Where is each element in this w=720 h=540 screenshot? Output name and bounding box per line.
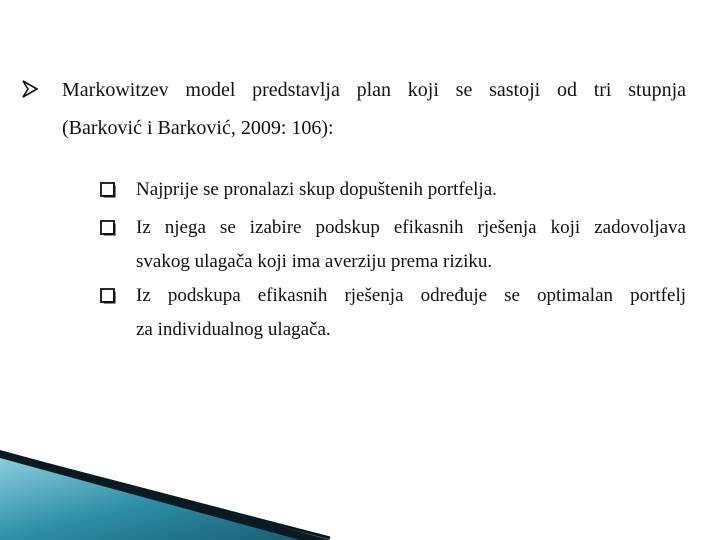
checkbox-bullet-icon — [100, 288, 116, 304]
arrow-bullet-icon — [22, 80, 38, 98]
sub-bullet-2-text-line1: Iz njega se izabire podskup efikasnih rješenja koji zadovoljava — [136, 217, 686, 238]
checkbox-bullet-icon — [100, 220, 116, 236]
sub-bullet-1-text: Najprije se pronalazi skup dopuštenih portfelja. — [136, 179, 497, 200]
main-bullet-text-line2: (Barković i Barković, 2009: 106): — [62, 117, 334, 139]
checkbox-bullet-icon — [100, 182, 116, 198]
sub-bullet-3-text-line1: Iz podskupa efikasnih rješenja određuje se optimalan portfelj — [136, 285, 686, 306]
sub-bullet-3-text-line2: za individualnog ulagača. — [136, 319, 331, 340]
sub-bullet-2-text-line2: svakog ulagača koji ima averziju prema riziku. — [136, 251, 493, 272]
corner-decoration — [0, 440, 720, 540]
main-bullet-text-line1: Markowitzev model predstavlja plan koji se sastoji od tri stupnja — [62, 79, 686, 101]
